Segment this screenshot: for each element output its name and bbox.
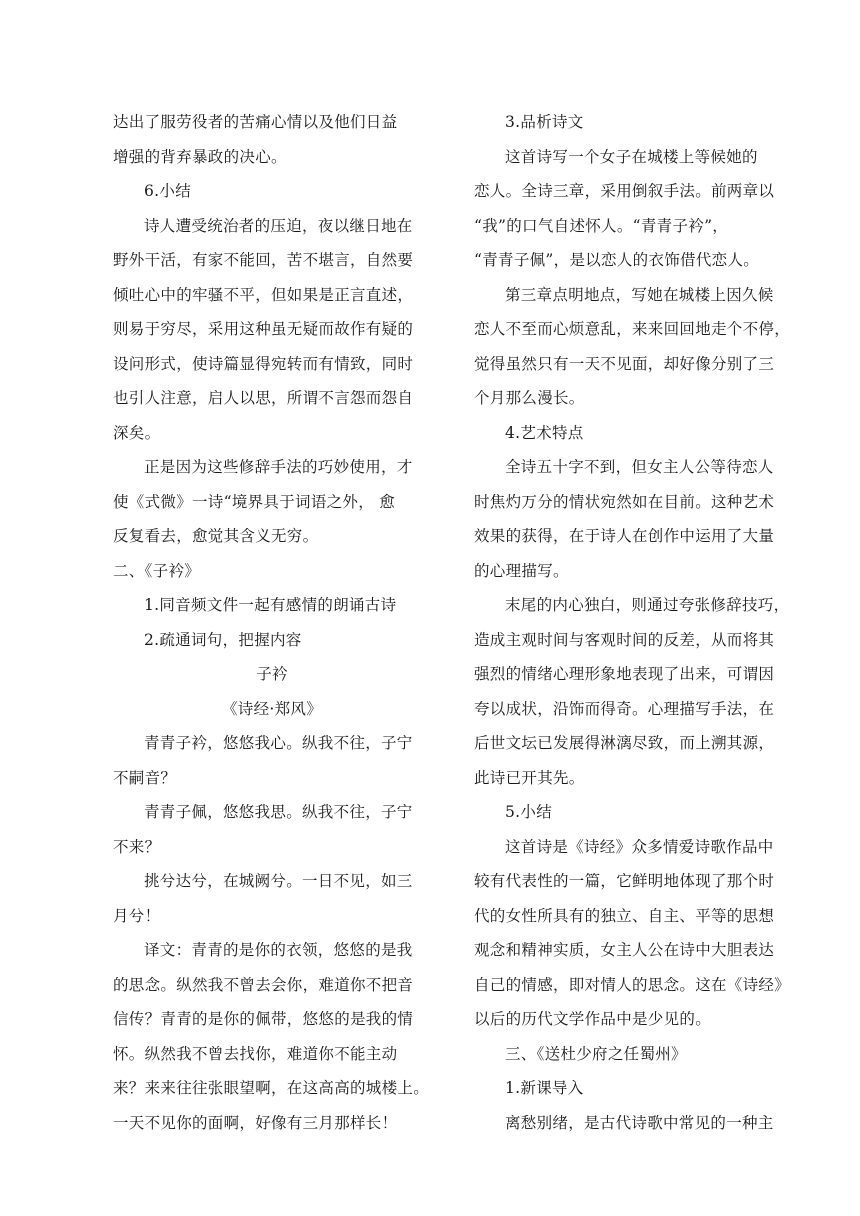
text-line: 观念和精神实质，女主人公在诗中大胆表达	[474, 941, 775, 959]
text-line: 这首诗是《诗经》众多情爱诗歌作品中	[505, 837, 774, 856]
text-line: 三、《送杜少府之任蜀州》	[505, 1044, 687, 1063]
text-line: 译文：青青的是你的衣领，悠悠的是我	[144, 941, 413, 959]
text-line: 野外干活，有家不能回，苦不堪言，自然要	[113, 251, 414, 269]
text-line: 这首诗写一个女子在城楼上等候她的	[505, 147, 758, 166]
text-line: 时焦灼万分的情状宛然如在目前。这种艺术	[474, 492, 775, 511]
text-line: 二、《子衿》	[113, 561, 201, 580]
text-line: 达出了服劳役者的苦痛心情以及他们日益	[113, 113, 398, 131]
text-line: 4.艺术特点	[505, 423, 584, 442]
text-line: 怀。纵然我不曾去找你，难道你不能主动	[113, 1044, 398, 1063]
left-column	[113, 105, 431, 1140]
text-line: 正是因为这些修辞手法的巧妙使用，才	[144, 458, 413, 476]
text-line: 5.小结	[505, 803, 552, 821]
text-line: 设问形式，使诗篇显得宛转而有情致，同时	[113, 354, 414, 373]
text-line: 自己的情感，即对情人的思念。这在《诗经》	[474, 975, 791, 994]
text-line: 信传？青青的是你的佩带，悠悠的是我的情	[113, 1010, 414, 1028]
text-line: 第三章点明地点，写她在城楼上因久候	[505, 285, 774, 304]
text-line: 夸以成状，沿饰而得奇。心理描写手法，在	[474, 699, 775, 718]
text-line: 1.同音频文件一起有感情的朗诵古诗	[144, 596, 397, 614]
text-line: 恋人不至而心烦意乱，来来回回地走个不停，	[474, 320, 791, 338]
text-line: 觉得虽然只有一天不见面，却好像分别了三	[474, 354, 775, 373]
text-line: 的心理描写。	[474, 561, 569, 580]
text-line: 全诗五十字不到，但女主人公等待恋人	[505, 458, 774, 476]
text-line: 青青子佩，悠悠我思。纵我不往，子宁	[144, 803, 413, 821]
text-line: 来？来来往往张眼望啊，在这高高的城楼上。	[113, 1079, 430, 1097]
text-line: “我”的口气自述怀人。“青青子衿”，	[474, 216, 729, 235]
right-column	[474, 105, 791, 1140]
text-line: 恋人。全诗三章，采用倒叙手法。前两章以	[474, 182, 775, 200]
text-line: 不来？	[113, 837, 161, 856]
text-line: 一天不见你的面啊，好像有三月那样长！	[113, 1113, 398, 1132]
text-line: 此诗已开其先。	[474, 768, 585, 787]
text-line: “青青子佩”，是以恋人的衣饰借代恋人。	[474, 251, 760, 269]
text-line: 造成主观时间与客观时间的反差，从而将其	[474, 630, 775, 649]
text-line: 个月那么漫长。	[474, 389, 585, 407]
text-line: 反复看去，愈觉其含义无穷。	[113, 527, 319, 545]
text-line: 使《式微》一诗“境界具于词语之外， 愈	[113, 492, 396, 511]
text-line: 末尾的内心独白，则通过夸张修辞技巧，	[505, 596, 790, 614]
text-line: 3.品析诗文	[505, 113, 584, 131]
text-line: 月兮！	[113, 906, 161, 925]
text-line: 诗人遭受统治者的压迫，夜以继日地在	[144, 216, 413, 235]
text-line: 的思念。纵然我不曾去会你，难道你不把音	[113, 975, 414, 994]
text-line: 《诗经·郑风》	[221, 699, 323, 718]
text-line: 则易于穷尽，采用这种虽无疑而故作有疑的	[113, 320, 414, 338]
text-line: 效果的获得，在于诗人在创作中运用了大量	[474, 527, 775, 545]
text-line: 强烈的情绪心理形象地表现了出来，可谓因	[474, 665, 775, 683]
text-line: 子衿	[256, 665, 288, 683]
text-line: 代的女性所具有的独立、自主、平等的思想	[474, 906, 775, 925]
text-line: 深矣。	[113, 423, 161, 442]
text-line: 倾吐心中的牢骚不平，但如果是正言直述，	[113, 285, 414, 304]
text-line: 1.新课导入	[505, 1079, 584, 1097]
text-line: 不嗣音？	[113, 768, 177, 787]
text-line: 较有代表性的一篇，它鲜明地体现了那个时	[474, 872, 775, 890]
text-line: 2.疏通词句，把握内容	[144, 630, 302, 649]
text-line: 增强的背弃暴政的决心。	[113, 147, 287, 166]
text-line: 挑兮达兮，在城阙兮。一日不见，如三	[144, 872, 413, 890]
text-line: 青青子衿，悠悠我心。纵我不往，子宁	[144, 734, 413, 752]
text-line: 离愁别绪，是古代诗歌中常见的一种主	[505, 1113, 774, 1132]
text-line: 以后的历代文学作品中是少见的。	[474, 1010, 712, 1028]
text-line: 6.小结	[144, 182, 191, 200]
text-line: 后世文坛已发展得淋漓尽致，而上溯其源，	[474, 734, 775, 752]
text-line: 也引人注意，启人以思，所谓不言怨而怨自	[113, 389, 414, 407]
